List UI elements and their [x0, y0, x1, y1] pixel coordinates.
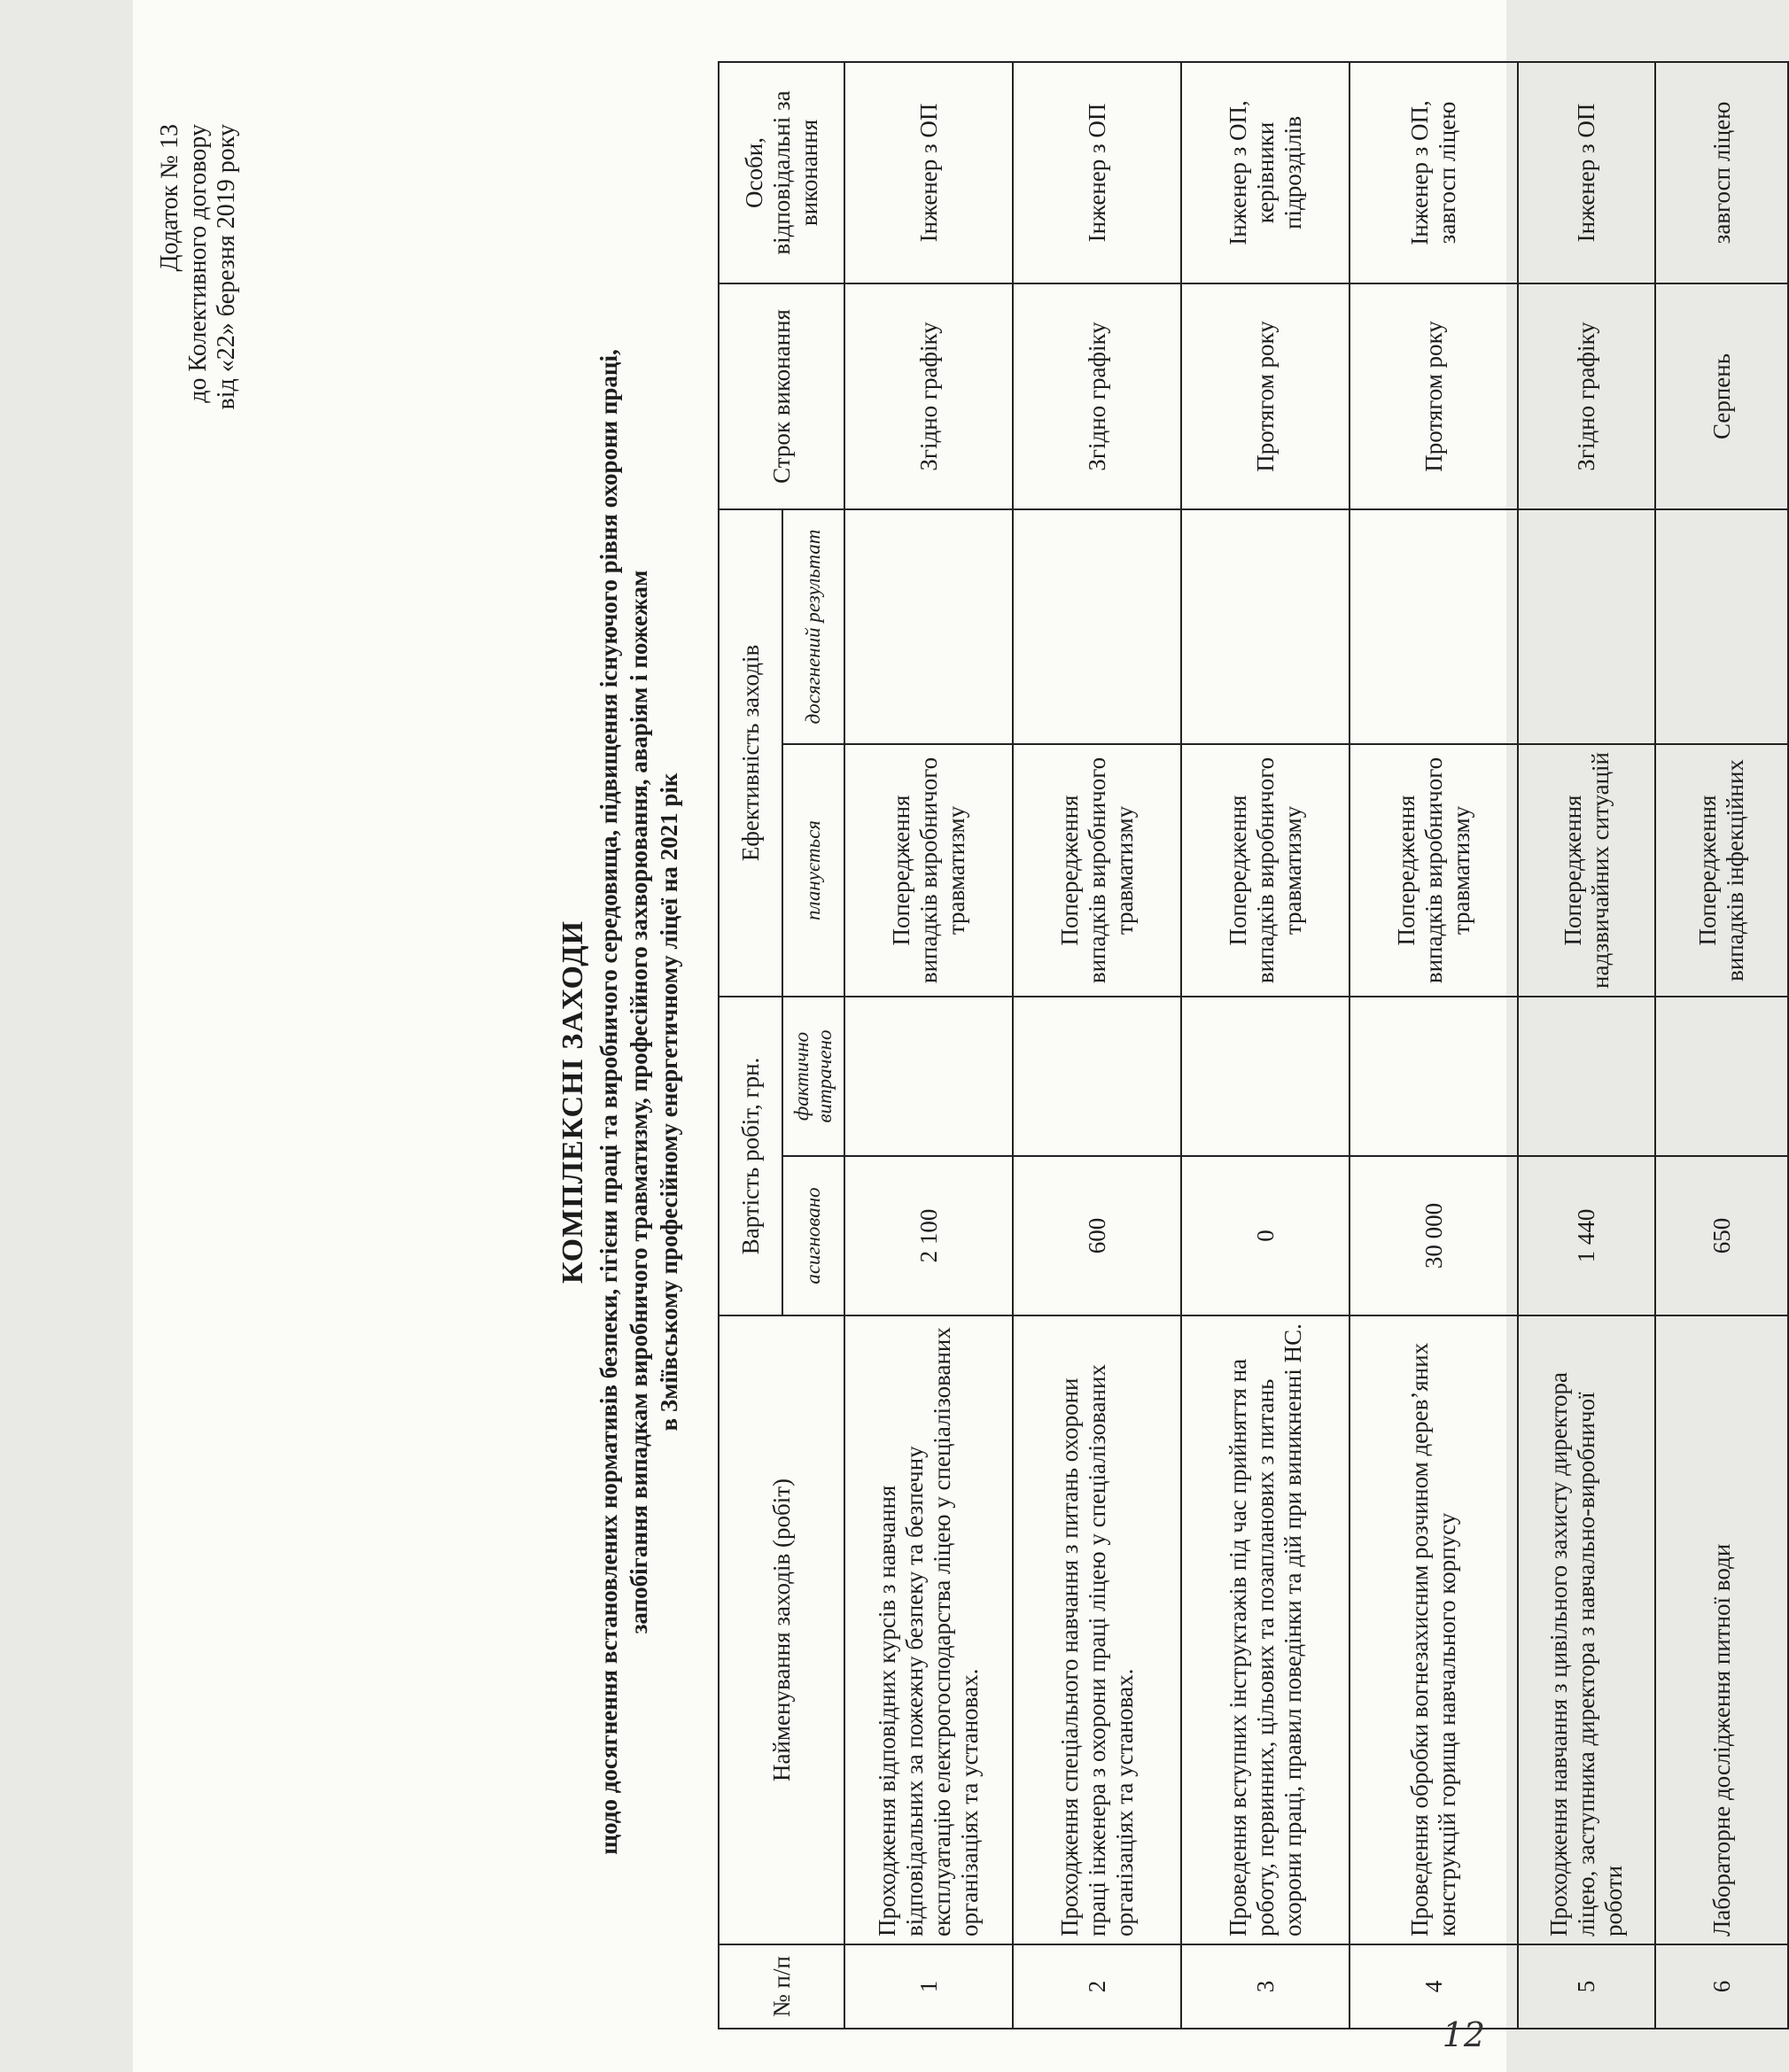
row-planned: Попередження випадків виробничого травматизму [1013, 744, 1181, 997]
subtitle-line-2: запобігання випадкам виробничого травматизму, професійного захворювання, аваріям і пожежам [626, 570, 652, 1634]
table-row [1181, 62, 1350, 2029]
row-measure-name: Проходження навчання з цивільного захисту директора ліцею, заступника директора з навчально-виробничої роботи [1518, 1315, 1655, 1944]
subtitle-line-3: в Зміївському професійному енергетичному ліцеї на 2021 рік [656, 772, 682, 1432]
row-spent [1655, 997, 1788, 1156]
header-cost: Вартість робіт, грн. [719, 997, 782, 1315]
page-number: 12 [1442, 2015, 1485, 2054]
row-term: Серпень [1655, 283, 1788, 509]
appendix-number: Додаток № 13 [156, 124, 183, 272]
row-planned: Попередження випадків виробничого травматизму [1350, 744, 1518, 997]
document-title: КОМПЛЕКСНІ ЗАХОДИ [556, 920, 589, 1284]
row-spent [1013, 997, 1181, 1156]
table-row [1350, 62, 1518, 2029]
row-allocated: 1 440 [1518, 1156, 1655, 1315]
row-number: 2 [1013, 1944, 1181, 2029]
row-allocated: 0 [1181, 1156, 1350, 1315]
row-allocated: 600 [1013, 1156, 1181, 1315]
row-responsible: Інженер з ОП, керівники підрозділів [1181, 62, 1350, 283]
row-spent [1518, 997, 1655, 1156]
row-planned: Попередження надзвичайних ситуацій [1518, 744, 1655, 997]
row-planned: Попередження випадків виробничого травматизму [1181, 744, 1350, 997]
row-measure-name: Проведення обробки вогнезахисним розчином дерев’яних конструкцій горища навчального корпусу [1350, 1315, 1518, 1944]
row-responsible: завгосп ліцею [1655, 62, 1788, 283]
header-eff-planned: планується [782, 744, 844, 997]
table-row [1013, 62, 1181, 2029]
row-measure-name: Проходження спеціального навчання з питань охорони праці інженера з охорони праці ліцею у спеціалізованих організаціях та установах. [1013, 1315, 1181, 1944]
row-achieved [1013, 509, 1181, 744]
header-number: № п/п [719, 1944, 844, 2029]
row-number: 6 [1655, 1944, 1788, 2029]
row-number: 3 [1181, 1944, 1350, 2029]
table-row [1655, 62, 1788, 2029]
row-measure-name: Лабораторне дослідження питної води [1655, 1315, 1788, 1944]
row-number: 4 [1350, 1944, 1518, 2029]
row-term: Згідно графіку [1518, 283, 1655, 509]
document-subtitle [594, 238, 684, 1966]
subtitle-line-1: щодо досягнення встановлених нормативів безпеки, гігієни праці та виробничого середовища, підвищення існуючого рівня охорони праці, [595, 349, 622, 1855]
header-eff-achieved: досягнений результат [782, 509, 844, 744]
row-term: Згідно графіку [1013, 283, 1181, 509]
row-allocated: 30 000 [1350, 1156, 1518, 1315]
row-spent [1181, 997, 1350, 1156]
row-term: Протягом року [1181, 283, 1350, 509]
row-number: 5 [1518, 1944, 1655, 2029]
header-cost-allocated: асигновано [782, 1156, 844, 1315]
document-page [133, 0, 1748, 2072]
row-responsible: Інженер з ОП [1013, 62, 1181, 283]
appendix-note [156, 124, 241, 409]
appendix-date: від «22» березня 2019 року [213, 124, 240, 410]
row-term: Згідно графіку [844, 283, 1013, 509]
row-allocated: 2 100 [844, 1156, 1013, 1315]
row-achieved [1181, 509, 1350, 744]
header-cost-spent: фактично витрачено [782, 997, 844, 1156]
appendix-reference: до Колективного договору [184, 124, 212, 403]
row-achieved [844, 509, 1013, 744]
rotated-content [133, 0, 1748, 2072]
row-achieved [1350, 509, 1518, 744]
row-responsible: Інженер з ОП [1518, 62, 1655, 283]
row-responsible: Інженер з ОП, завгосп ліцею [1350, 62, 1518, 283]
table-row [844, 62, 1013, 2029]
table-row [1518, 62, 1655, 2029]
row-spent [844, 997, 1013, 1156]
header-name: Найменування заходів (робіт) [719, 1315, 844, 1944]
row-spent [1350, 997, 1518, 1156]
row-number: 1 [844, 1944, 1013, 2029]
row-measure-name: Проходження відповідних курсів з навчання відповідальних за пожежну безпеку та безпечну експлуатацію електрогосподарства ліцею у спеціалізованих організаціях та установах. [844, 1315, 1013, 1944]
header-efficiency: Ефективність заходів [719, 509, 782, 997]
row-planned: Попередження випадків виробничого травматизму [844, 744, 1013, 997]
header-term: Строк виконання [719, 283, 844, 509]
measures-table [718, 61, 1789, 2029]
header-responsible: Особи, відповідальні за виконання [719, 62, 844, 283]
row-achieved [1518, 509, 1655, 744]
row-measure-name: Проведення вступних інструктажів під час прийняття на роботу, первинних, цільових та позапланових з питань охорони праці, правил поведінки та дій при виникненні НС. [1181, 1315, 1350, 1944]
row-allocated: 650 [1655, 1156, 1788, 1315]
row-planned: Попередження випадків інфекційних [1655, 744, 1788, 997]
row-achieved [1655, 509, 1788, 744]
row-responsible: Інженер з ОП [844, 62, 1013, 283]
row-term: Протягом року [1350, 283, 1518, 509]
